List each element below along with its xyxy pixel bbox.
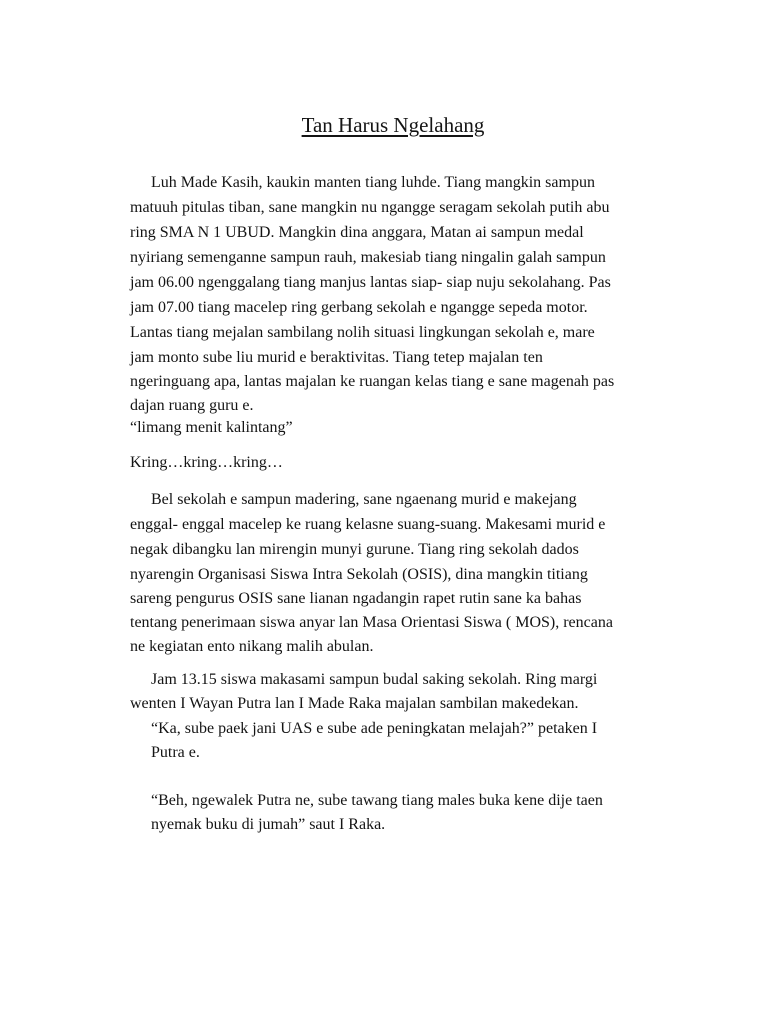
dialogue-line: “Ka, sube paek jani UAS e sube ade peningkatan melajah?” petaken I	[151, 720, 598, 737]
quote-line: “limang menit kalintang”	[130, 419, 293, 436]
text-line: negak dibangku lan mirengin munyi gurune. Tiang ring sekolah dados	[130, 541, 579, 558]
sound-line: Kring…kring…kring…	[130, 454, 283, 471]
text-line: nyiriang semenganne sampun rauh, makesiab tiang ningalin galah sampun	[130, 249, 606, 266]
text-line: matuuh pitulas tiban, sane mangkin nu ngangge seragam sekolah putih abu	[130, 199, 610, 216]
text-line: jam 07.00 tiang macelep ring gerbang sekolah e ngangge sepeda motor.	[130, 299, 588, 316]
text-line: Bel sekolah e sampun madering, sane ngaenang murid e makejang	[151, 491, 577, 508]
text-line: ngeringuang apa, lantas majalan ke ruangan kelas tiang e sane magenah pas	[130, 373, 615, 390]
text-line: Jam 13.15 siswa makasami sampun budal saking sekolah. Ring margi	[151, 671, 598, 688]
text-line: jam monto sube liu murid e beraktivitas. Tiang tetep majalan ten	[130, 349, 543, 366]
document-title: Tan Harus Ngelahang	[301, 113, 485, 137]
text-line: enggal- enggal macelep ke ruang kelasne suang-suang. Makesami murid e	[130, 516, 606, 533]
text-line: wenten I Wayan Putra lan I Made Raka majalan sambilan makedekan.	[130, 695, 579, 712]
text-line: ring SMA N 1 UBUD. Mangkin dina anggara, Matan ai sampun medal	[130, 224, 584, 241]
text-line: sareng pengurus OSIS sane lianan ngadangin rapet rutin sane ka bahas	[130, 590, 582, 607]
dialogue-line: “Beh, ngewalek Putra ne, sube tawang tiang males buka kene dije taen	[151, 792, 603, 809]
text-line: Luh Made Kasih, kaukin manten tiang luhde. Tiang mangkin sampun	[151, 174, 595, 191]
text-line: ne kegiatan ento nikang malih abulan.	[130, 638, 374, 655]
text-line: nyarengin Organisasi Siswa Intra Sekolah (OSIS), dina mangkin titiang	[130, 566, 588, 583]
text-line: Lantas tiang mejalan sambilang nolih situasi lingkungan sekolah e, mare	[130, 324, 595, 341]
text-line: tentang penerimaan siswa anyar lan Masa Orientasi Siswa ( MOS), rencana	[130, 614, 613, 631]
dialogue-line: nyemak buku di jumah” saut I Raka.	[151, 816, 386, 833]
dialogue-line: Putra e.	[151, 744, 200, 761]
text-line: jam 06.00 ngenggalang tiang manjus lantas siap- siap nuju sekolahang. Pas	[130, 274, 611, 291]
text-line: dajan ruang guru e.	[130, 397, 254, 414]
